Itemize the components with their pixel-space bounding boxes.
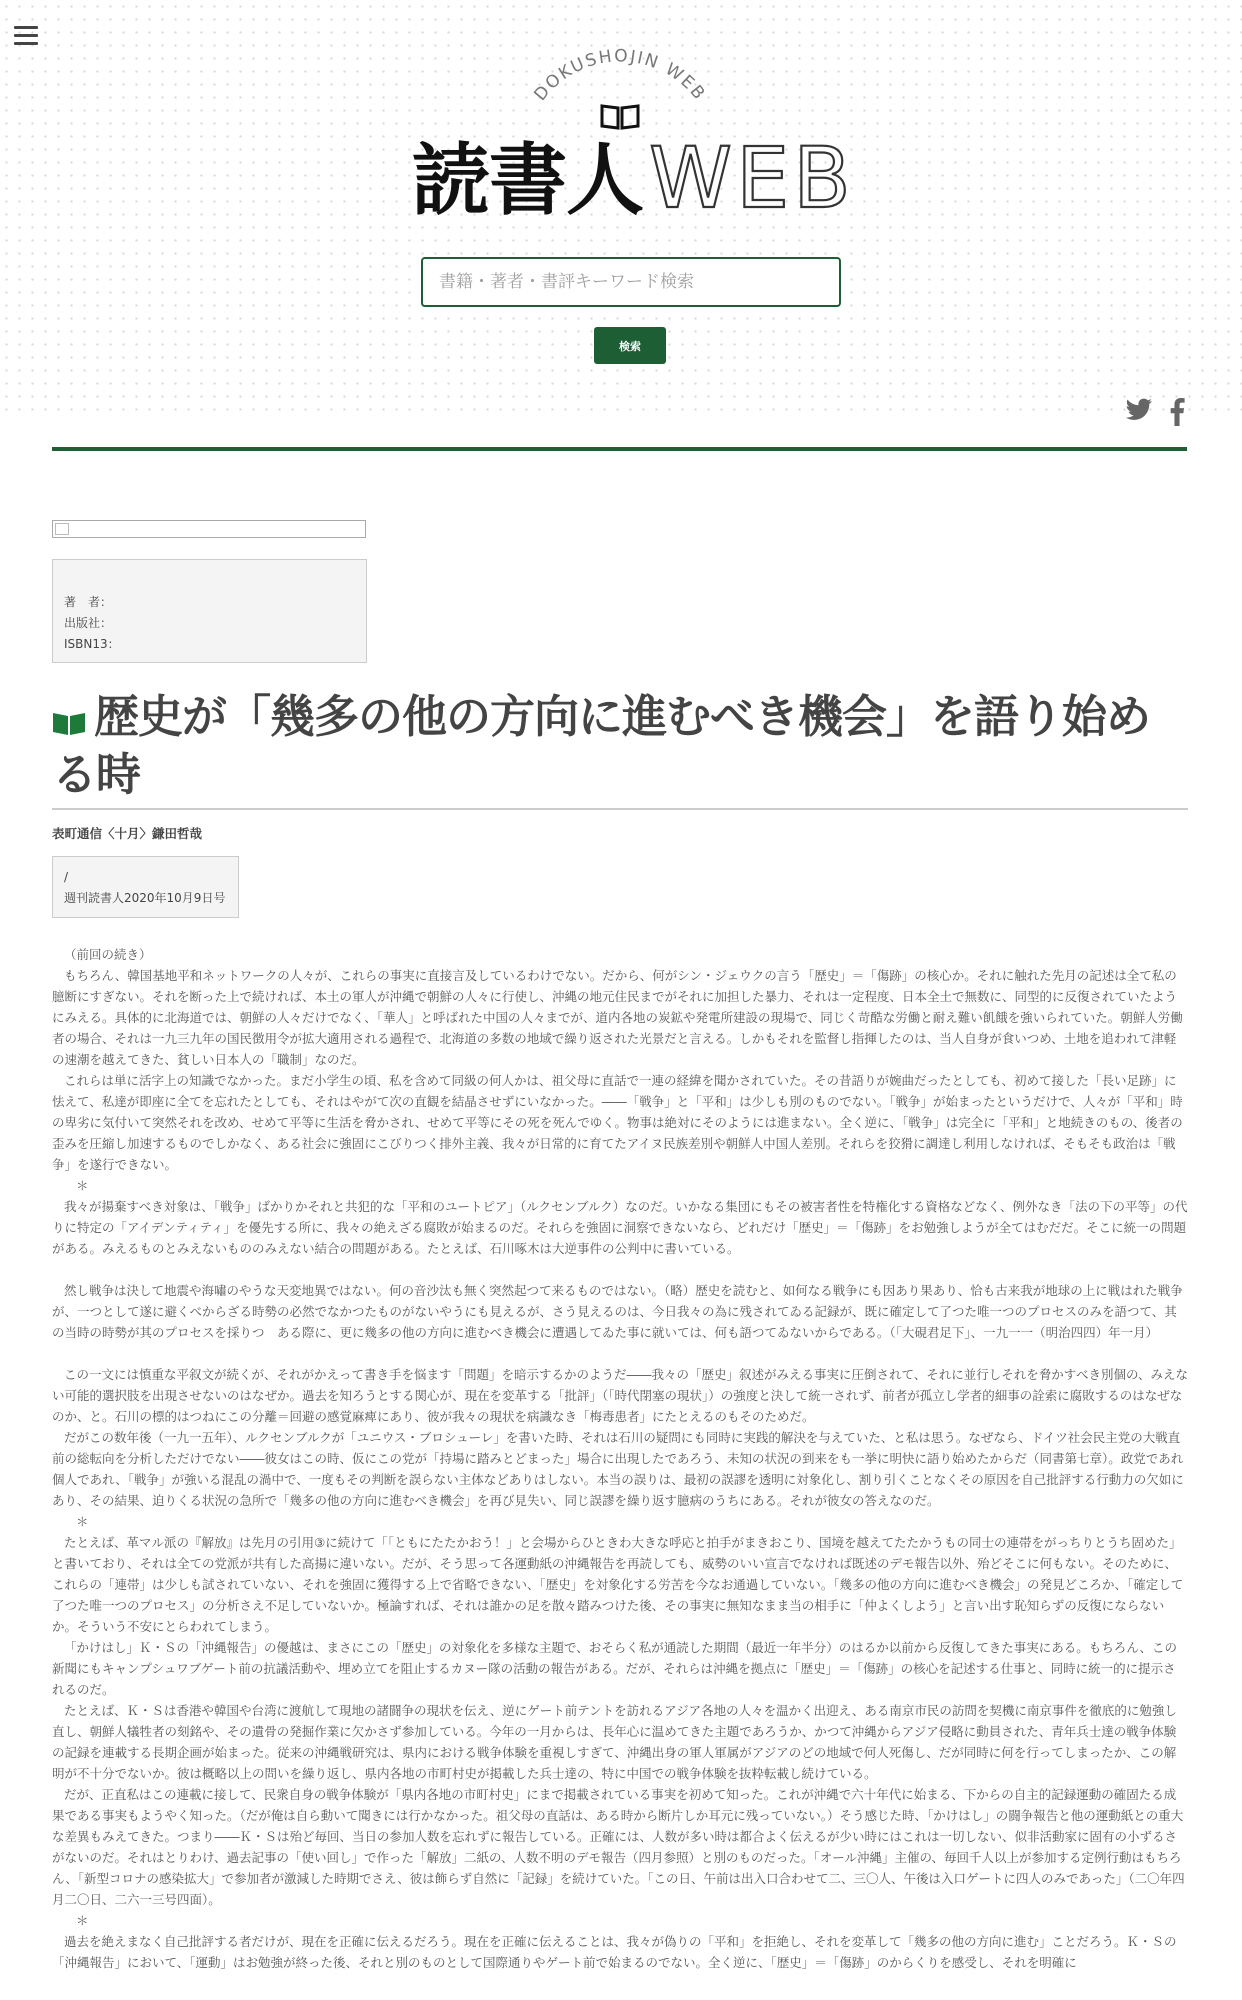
issue-date: 週刊読書人2020年10月9日号 bbox=[64, 891, 226, 905]
logo-kanji: 読書人 bbox=[412, 136, 644, 226]
article-paragraph: 然し戦争は決して地震や海嘯のやうな天変地異ではない。何の音沙汰も無く突然起つて来るものではない。（略）歴史を読むと、如何なる戦争にも因あり果あり、恰も古来我が地球の上に戦はれた戦争が、一つとして遂に避くべからざる時勢の必然でなかつたものがないやうにも見えるが、さう見えるのは、今日我々の為に残されてゐる記録が、既に確定して了つた唯一つのプロセスのみを語つて、其の当時の時勢が其のプロセスを採りつ ある際に、更に幾多の他の方向に進むべき機会に遭遇してゐた事に就いては、何も語つてゐないからである。（「大硯君足下」、一九一一（明治四四）年一月） bbox=[52, 1283, 1183, 1340]
book-cover-image bbox=[52, 520, 366, 538]
twitter-icon[interactable] bbox=[1125, 398, 1153, 422]
article-title: 歴史が「幾多の他の方向に進むべき機会」を語り始める時 bbox=[52, 690, 1151, 801]
article-paragraph: 我々が揚棄すべき対象は、「戦争」ばかりかそれと共犯的な「平和のユートピア」（ルクセンブルク）なのだ。いかなる集団にもその被害者性を特権化する資格などなく、例外なき「法の下の平等」の代りに特定の「アイデンティティ」を優先する所に、我々の絶えざる腐敗が始まるのだ。それらを強固に洞察できないなら、どれだけ「歴史」＝「傷跡」をお勉強しようが全てはむだだ。そこに統一の問題がある。みえるものとみえないもののみえない結合の問題がある。たとえば、石川啄木は大逆事件の公判中に書いている。 bbox=[52, 1199, 1188, 1256]
logo-web: WEB bbox=[649, 129, 855, 227]
open-book-icon bbox=[52, 710, 86, 736]
publisher-label: 出版社： bbox=[64, 616, 113, 630]
issue-separator: / bbox=[64, 870, 69, 884]
article-paragraph: たとえば、革マル派の『解放』は先月の引用③に続けて「「ともにたたかおう！」と会場からひときわ大きな呼応と拍手がまきおこり、国境を越えてたたかうもの同士の連帯をがっちりとうち固めた」と書いており、それは全ての党派が共有した高揚に違いない。だが、そう思って各運動紙の沖縄報告を再読しても、威勢のいい宣言でなければ既述のデモ報告以外、殆どそこに何もない。そのために、これらの「連帯」は少しも試されていない、それを強固に獲得する上で省略できない、「歴史」を対象化する労苦を今なお通過していない。「幾多の他の方向に進むべき機会」の発見どころか、「確定して了つた唯一つのプロセス」の分析さえ不足していないか。極論すれば、それは誰かの足を散々踏みつけた後、その事実に無知なまま当の相手に「仲よくしよう」と言い出す恥知らずの反復にならないか。そういう不安にとらわれてしまう。 bbox=[52, 1535, 1184, 1634]
header-divider bbox=[52, 447, 1187, 451]
article-paragraph: （前回の続き） bbox=[64, 947, 152, 962]
article-paragraph: これらは単に活字上の知識でなかった。まだ小学生の頃、私を含めて同級の何人かは、祖父母に直話で一連の経緯を聞かされていた。その昔語りが婉曲だったとしても、初めて接した「長い足跡」に怯えて、私達が即座に全てを忘れたとしても、それはやがて次の直観を結晶させずにいなかった。――「戦争」と「平和」は少しも別のものでない。「戦争」が始まったというだけで、人々が「平和」時の卑劣に気付いて突然それを改め、せめて平等に生活を脅かされ、せめて平等にその死を死んでゆく。物事は絶対にそのようには進まない。全く逆に、「戦争」は完全に「平和」と地続きのもの、後者の歪みを圧縮し加速するものでしかなく、ある社会に強固にこびりつく排外主義、我々が日常的に育てたアイヌ民族差別や朝鮮人中国人差別。それらを狡猾に調達し利用しなければ、そもそも政治は「戦争」を遂行できない。 bbox=[52, 1073, 1183, 1172]
book-icon bbox=[602, 106, 638, 128]
article-byline: 表町通信〈十月〉鎌田哲哉 bbox=[52, 826, 203, 841]
hamburger-icon[interactable] bbox=[14, 26, 38, 46]
article-paragraph: だがこの数年後（一九一五年）、ルクセンブルクが「ユニウス・ブロシューレ」を書いた時、それは石川の疑問にも同時に実践的解決を与えていた、と私は思う。なぜなら、ドイツ社会民主党の大戦直前の総転向を分析しただけでない――彼女はこの時、仮にこの党が「持場に踏みとどまった」場合に出現したであろう、未知の状況の到来をも一挙に明快に語り始めたからだ（同書第七章）。政党であれ個人であれ、「戦争」が強いる混乱の渦中で、一度もその判断を誤らない主体などありはしない。本当の誤りは、最初の誤謬を透明に対象化し、割り引くことなくその原因を自己批評する行動力の欠如にあり、その結果、迫りくる状況の急所で「幾多の他の方向に進むべき機会」を再び見失い、同じ誤謬を繰り返す臆病のうちにある。それが彼女の答えなのだ。 bbox=[52, 1430, 1184, 1508]
article-paragraph: だが、正直私はこの連載に接して、民衆自身の戦争体験が「県内各地の市町村史」にまで掲載されている事実を初めて知った。これが沖縄で六十年代に始まる、下からの自主的記録運動の確固たる成果である事実もようやく知った。（だが俺は自ら動いて聞きには行かなかった。祖父母の直話は、ある時から断片しか耳元に残っていない。）そう感じた時、「かけはし」の闘争報告と他の運動紙との重大な差異もみえてきた。つまり――Ｋ・Ｓは殆ど毎回、当日の参加人数を忘れずに報告している。正確には、人数が多い時は都合よく伝えるが少い時にはこれは一切しない、似非活動家に固有の小ずるさがないのだ。それはとりわけ、過去記事の「使い回し」で作った「解放」二紙の、人数不明のデモ報告（四月参照）と別のものだった。「オール沖縄」主催の、毎回千人以上が参加する定例行動はもちろん、「新型コロナの感染拡大」で参加者が激減した時期でさえ、彼は飾らず自然に「記録」を続けていた。「この日、午前は出入口合わせて二、三〇人、午後は入口ゲートに四人のみであった」（二〇年四月二〇日、二六一三号四面）。 bbox=[52, 1787, 1185, 1907]
article-paragraph bbox=[52, 1259, 1188, 1280]
search-button[interactable]: 検索 bbox=[594, 327, 666, 364]
article-body bbox=[52, 944, 1188, 2000]
article-paragraph: 「かけはし」Ｋ・Ｓの「沖縄報告」の優越は、まさにこの「歴史」の対象化を多様な主題で、おそらく私が通読した期間（最近一年半分）のはるか以前から反復してきた事実にある。もちろん、この新聞にもキャンプシュワブゲート前の抗議活動や、埋め立てを阻止するカヌー隊の活動の報告がある。だが、それらは沖縄を拠点に「歴史」＝「傷跡」の核心を記述する仕事と、同時に統一的に提示されるのだ。 bbox=[52, 1640, 1178, 1697]
issue-box bbox=[52, 856, 239, 918]
author-label: 著 者： bbox=[64, 595, 113, 609]
article-paragraph: もちろん、韓国基地平和ネットワークの人々が、これらの事実に直接言及しているわけでない。だから、何がシン・ジェウクの言う「歴史」＝「傷跡」の核心か。それに触れた先月の記述は全て私の臆断にすぎない。それを断った上で続ければ、本土の軍人が沖縄で朝鮮の人々に行使し、沖縄の地元住民までがそれに加担した暴力、それは一定程度、日本全土で無数に、同型的に反復されていたようにみえる。具体的に北海道では、朝鮮の人々だけでなく、「華人」と呼ばれた中国の人々までが、道内各地の炭鉱や発電所建設の現場で、同じく苛酷な労働と耐え難い飢餓を強いられていた。朝鮮人労働者の場合、それは一九三九年の国民徴用令が拡大適用される過程で、北海道の多数の地域で繰り返された光景だと言える。しかもそれを監督し指揮したのは、当人自身が食いつめ、土地を追われて津軽の速潮を越えてきた、貧しい日本人の「職制」なのだ。 bbox=[52, 968, 1183, 1067]
search-input[interactable] bbox=[421, 257, 841, 307]
facebook-icon[interactable] bbox=[1169, 398, 1185, 426]
logo-wordmark bbox=[412, 129, 855, 227]
article-paragraph bbox=[52, 1343, 1188, 1364]
article-paragraph: 過去を絶えまなく自己批評する者だけが、現在を正確に伝えるだろう。現在を正確に伝えることは、我々が偽りの「平和」を拒絶し、それを変革して「幾多の他の方向に進む」ことだろう。Ｋ・Ｓの「沖縄報告」において、「運動」はお勉強が終った後、それと別のものとして国際通りやゲート前で始まるのでない。全く逆に、「歴史」＝「傷跡」のからくりを感受し、それを明確に bbox=[52, 1934, 1177, 1970]
logo-arc-text: DOKUSHOJIN WEB bbox=[530, 46, 710, 105]
article-paragraph: ＊ bbox=[76, 1913, 89, 1928]
site-logo[interactable] bbox=[400, 46, 855, 230]
article-title-block bbox=[52, 688, 1188, 804]
isbn-label: ISBN13： bbox=[64, 637, 120, 651]
article-paragraph: ＊ bbox=[76, 1178, 89, 1193]
title-divider bbox=[52, 808, 1188, 810]
article-paragraph: この一文には慎重な平叙文が続くが、それがかえって書き手を悩ます「問題」を暗示するかのようだ――我々の「歴史」叙述がみえる事実に圧倒されて、それに並行しそれを脅かすべき別個の、みえない可能的選択肢を出現させないのはなぜか。過去を知ろうとする関心が、現在を変革する「批評」（「時代閉塞の現状」）の強度と決して統一されず、前者が孤立し学者的細事の詮索に腐敗するのはなぜなのか、と。石川の標的はつねにこの分離＝回避の感覚麻痺にあり、彼が我々の現状を病識なき「梅毒患者」にたとえるのもそのためだ。 bbox=[52, 1367, 1188, 1424]
article-paragraph: ＊ bbox=[76, 1514, 89, 1529]
book-info-box bbox=[52, 559, 367, 663]
article-paragraph: たとえば、Ｋ・Ｓは香港や韓国や台湾に渡航して現地の諸闘争の現状を伝え、逆にゲート前テントを訪れるアジア各地の人々を温かく出迎え、ある南京市民の訪問を契機に南京事件を徹底的に勉強し直し、朝鮮人犠牲者の刻銘や、その遺骨の発掘作業に欠かさず参加している。今年の一月からは、長年心に温めてきた主題であろうか、かつて沖縄からアジア侵略に動員された、青年兵士達の戦争体験の記録を連載する長期企画が始まった。従来の沖縄戦研究は、県内における戦争体験を重視しすぎて、沖縄出身の軍人軍属がアジアのどの地域で何人死傷し、だが同時に何を行ってしまったか、この解明が不十分でないか。彼は概略以上の問いを繰り返し、県内各地の市町村史が掲載した兵士達の、特に中国での戦争体験を抜粋転載し続けている。 bbox=[52, 1703, 1177, 1781]
broken-image-icon bbox=[55, 523, 69, 535]
